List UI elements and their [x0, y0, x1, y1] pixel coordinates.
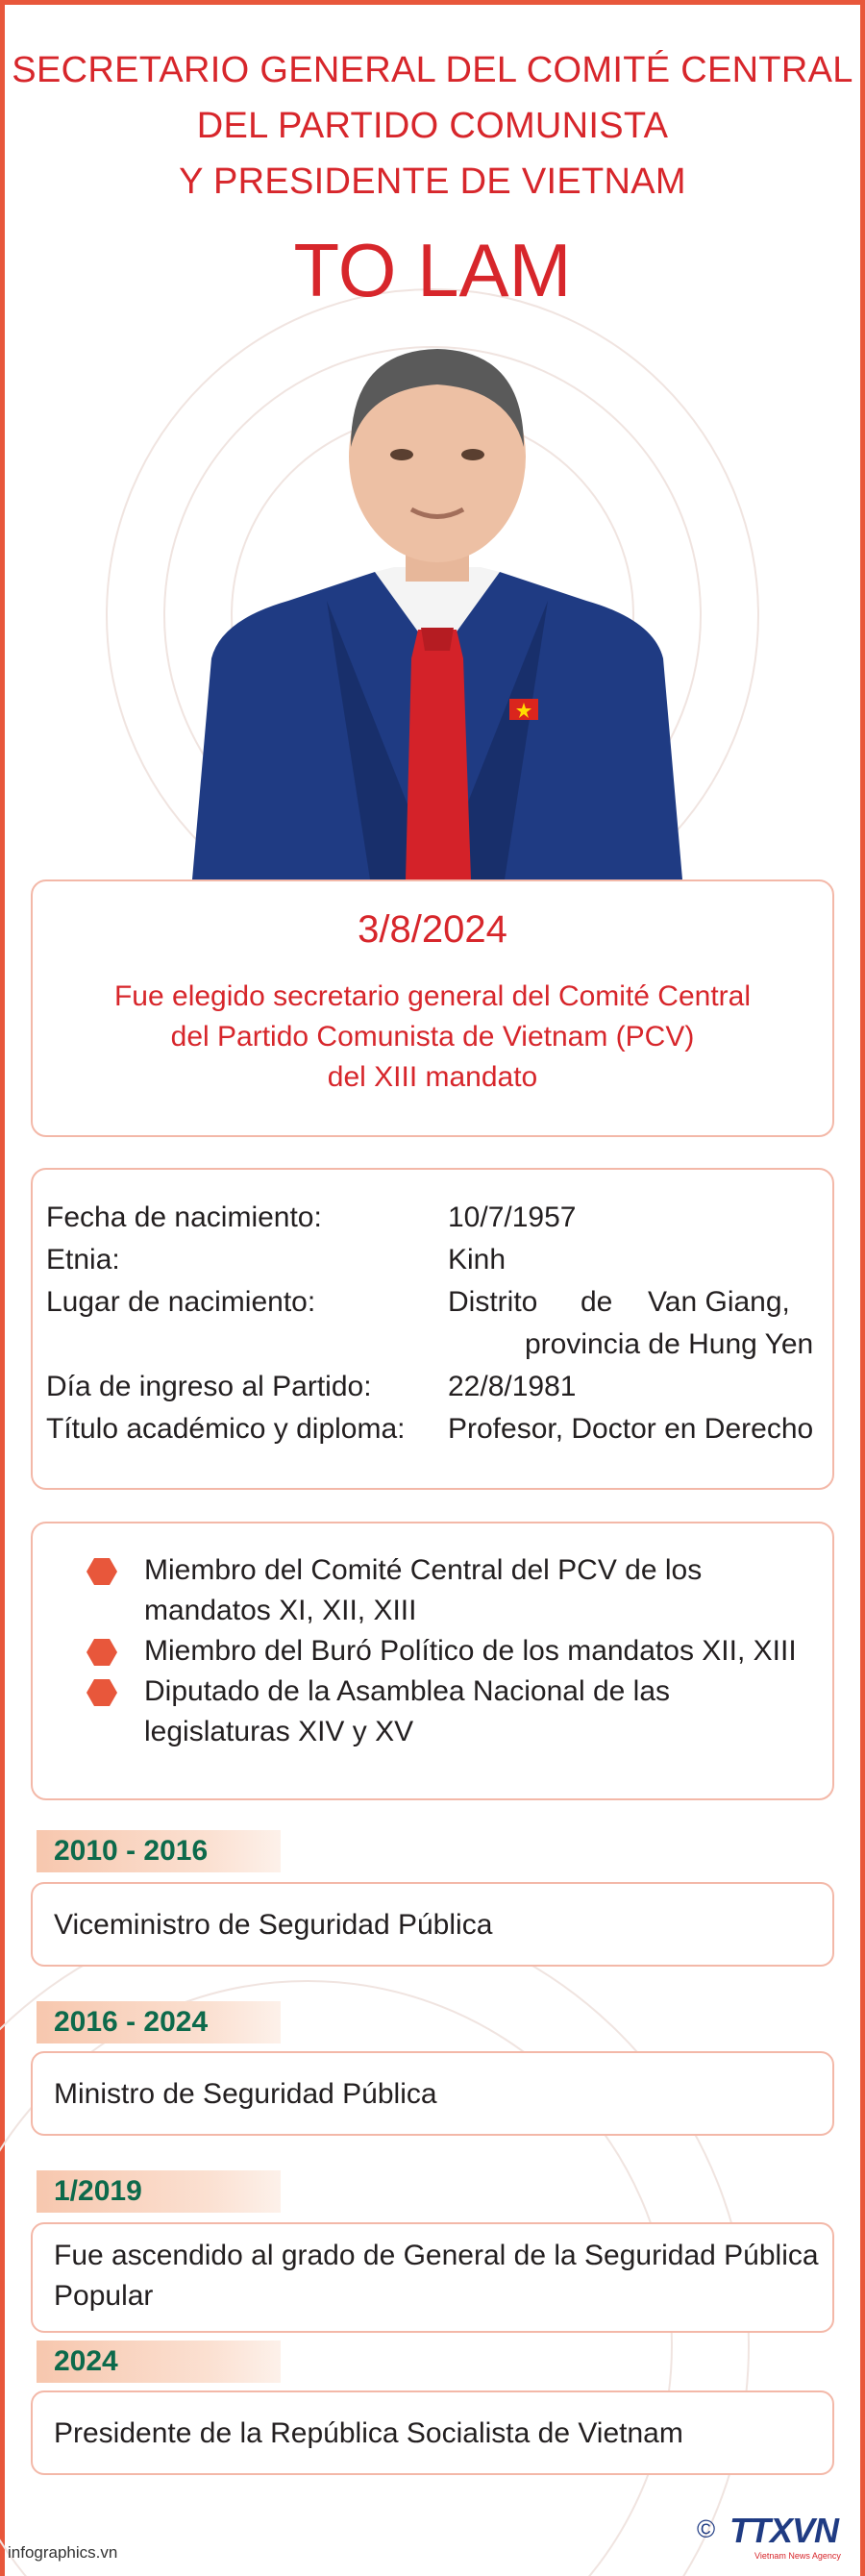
- bio-value-party-entry: 22/8/1981: [448, 1371, 577, 1402]
- position-item-3-line-2: legislaturas XIV y XV: [144, 1716, 414, 1747]
- position-item-2-line-1: Miembro del Buró Político de los mandatos XII, XIII: [144, 1635, 797, 1667]
- timeline-period-1: 2010 - 2016: [37, 1830, 281, 1872]
- logo-text: TTXVN: [729, 2511, 839, 2550]
- bullet-hexagon-icon: [86, 1639, 117, 1666]
- bio-value-degree: Profesor, Doctor en Derecho: [448, 1413, 814, 1445]
- title-line-1: SECRETARIO GENERAL DEL COMITÉ CENTRAL: [12, 50, 853, 90]
- copyright-symbol: ©: [697, 2514, 716, 2543]
- bio-label-party-entry: Día de ingreso al Partido:: [46, 1371, 372, 1402]
- positions-card: [31, 1522, 834, 1800]
- bio-label-degree: Título académico y diploma:: [46, 1413, 406, 1445]
- biography-card: [31, 1168, 834, 1490]
- bio-label-birthplace: Lugar de nacimiento:: [46, 1286, 316, 1318]
- bio-value-birthplace-word-3: Van Giang,: [648, 1286, 790, 1318]
- timeline-entry-3-text-line-2: Popular: [54, 2280, 154, 2312]
- logo-subtitle: Vietnam News Agency: [754, 2551, 841, 2561]
- leader-name: TO LAM: [293, 228, 572, 312]
- bio-label-birthdate: Fecha de nacimiento:: [46, 1201, 322, 1233]
- timeline-entry-1: [31, 1882, 834, 1967]
- bio-value-ethnicity: Kinh: [448, 1244, 507, 1276]
- ttxvn-logo: [697, 2511, 855, 2568]
- footer-site: infographics.vn: [8, 2543, 118, 2562]
- position-item-3-line-1: Diputado de la Asamblea Nacional de las: [144, 1675, 671, 1707]
- timeline-period-2: 2016 - 2024: [37, 2001, 281, 2043]
- position-item-1-line-1: Miembro del Comité Central del PCV de los: [144, 1554, 703, 1586]
- title-line-2: DEL PARTIDO COMUNISTA: [196, 106, 669, 146]
- bio-value-birthplace-word-2: de: [581, 1286, 613, 1318]
- bio-value-birthplace-word-1: Distrito: [448, 1286, 538, 1318]
- position-item-1-line-2: mandatos XI, XII, XIII: [144, 1595, 417, 1626]
- election-text-line-3: del XIII mandato: [327, 1061, 538, 1093]
- timeline-entry-1-text: Viceministro de Seguridad Pública: [54, 1909, 493, 1941]
- election-text-line-1: Fue elegido secretario general del Comité Central: [113, 980, 752, 1012]
- bio-value-birthdate: 10/7/1957: [448, 1201, 577, 1233]
- leader-portrait: [183, 341, 692, 879]
- election-date: 3/8/2024: [358, 908, 507, 951]
- bullet-hexagon-icon: [86, 1679, 117, 1706]
- timeline-entry-4-text: Presidente de la República Socialista de Vietnam: [54, 2417, 683, 2449]
- election-card: [31, 879, 834, 1137]
- election-text-line-2: del Partido Comunista de Vietnam (PCV): [170, 1021, 695, 1053]
- timeline-entry-3-text-line-1: Fue ascendido al grado de General de la Seguridad Pública: [54, 2240, 819, 2271]
- timeline-entry-3: [31, 2222, 834, 2333]
- title-line-3: Y PRESIDENTE DE VIETNAM: [179, 161, 686, 202]
- bio-label-ethnicity: Etnia:: [46, 1244, 120, 1276]
- timeline-period-4: 2024: [37, 2341, 281, 2383]
- timeline-entry-2-text: Ministro de Seguridad Pública: [54, 2078, 437, 2110]
- timeline-period-3: 1/2019: [37, 2170, 281, 2213]
- timeline-entry-4: [31, 2390, 834, 2475]
- bullet-hexagon-icon: [86, 1558, 117, 1585]
- bio-value-birthplace-line-2: provincia de Hung Yen: [525, 1328, 814, 1360]
- timeline-entry-2: [31, 2051, 834, 2136]
